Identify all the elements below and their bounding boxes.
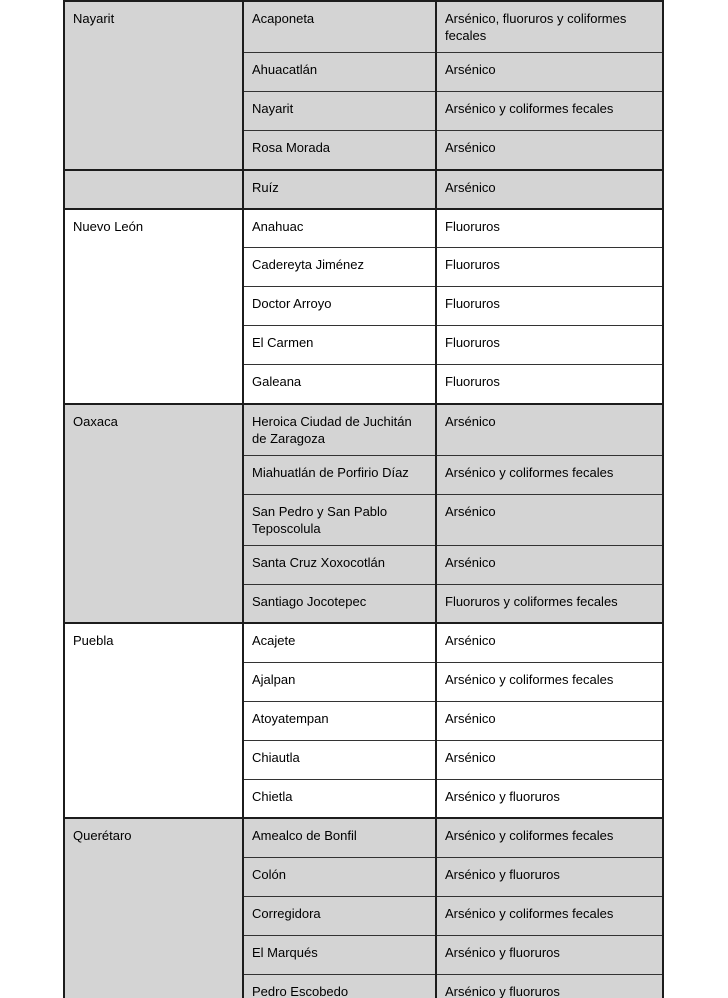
municipality-cell: El Carmen — [243, 326, 436, 365]
state-cell: Oaxaca — [64, 404, 243, 624]
contaminants-cell: Arsénico y fluoruros — [436, 935, 663, 974]
municipality-cell: Corregidora — [243, 896, 436, 935]
municipality-cell: Miahuatlán de Porfirio Díaz — [243, 455, 436, 494]
state-municipality-contaminants-table — [63, 0, 664, 998]
contaminants-cell: Arsénico — [436, 701, 663, 740]
contaminants-cell: Arsénico y coliformes fecales — [436, 455, 663, 494]
municipality-cell: Ajalpan — [243, 662, 436, 701]
municipality-cell: Pedro Escobedo — [243, 974, 436, 998]
contaminants-cell: Arsénico y coliformes fecales — [436, 896, 663, 935]
table-row — [64, 404, 663, 456]
state-cell — [64, 170, 243, 209]
contaminants-cell: Arsénico y fluoruros — [436, 974, 663, 998]
municipality-cell: Nayarit — [243, 92, 436, 131]
contaminants-cell: Arsénico — [436, 740, 663, 779]
municipality-cell: Acaponeta — [243, 1, 436, 53]
municipality-cell: Atoyatempan — [243, 701, 436, 740]
contaminants-cell: Arsénico y coliformes fecales — [436, 662, 663, 701]
table-body — [64, 1, 663, 998]
table-row — [64, 1, 663, 53]
municipality-cell: Rosa Morada — [243, 131, 436, 170]
state-cell: Nayarit — [64, 1, 243, 170]
contaminants-cell: Fluoruros — [436, 326, 663, 365]
contaminants-cell: Arsénico — [436, 170, 663, 209]
table-row — [64, 623, 663, 662]
contaminants-cell: Arsénico y fluoruros — [436, 779, 663, 818]
municipality-cell: Santa Cruz Xoxocotlán — [243, 545, 436, 584]
contaminants-cell: Fluoruros — [436, 248, 663, 287]
municipality-cell: Chiautla — [243, 740, 436, 779]
municipality-cell: El Marqués — [243, 935, 436, 974]
state-cell: Nuevo León — [64, 209, 243, 404]
contaminants-cell: Fluoruros y coliformes fecales — [436, 584, 663, 623]
contaminants-cell: Arsénico — [436, 623, 663, 662]
state-cell: Puebla — [64, 623, 243, 818]
table-row — [64, 818, 663, 857]
contaminants-cell: Arsénico — [436, 131, 663, 170]
table-row — [64, 170, 663, 209]
municipality-cell: Galeana — [243, 365, 436, 404]
municipality-cell: Doctor Arroyo — [243, 287, 436, 326]
municipality-cell: Colón — [243, 857, 436, 896]
municipality-cell: Cadereyta Jiménez — [243, 248, 436, 287]
municipality-cell: Amealco de Bonfil — [243, 818, 436, 857]
contaminants-cell: Arsénico — [436, 545, 663, 584]
contaminants-cell: Arsénico y coliformes fecales — [436, 818, 663, 857]
municipality-cell: Heroica Ciudad de Juchitán de Zaragoza — [243, 404, 436, 456]
contaminants-cell: Fluoruros — [436, 365, 663, 404]
contaminants-cell: Arsénico — [436, 494, 663, 545]
state-cell: Querétaro — [64, 818, 243, 998]
municipality-cell: Chietla — [243, 779, 436, 818]
municipality-cell: Ruíz — [243, 170, 436, 209]
contaminants-cell: Arsénico — [436, 53, 663, 92]
contaminants-cell: Arsénico y coliformes fecales — [436, 92, 663, 131]
contaminants-cell: Fluoruros — [436, 209, 663, 248]
contaminants-cell: Fluoruros — [436, 287, 663, 326]
municipality-cell: San Pedro y San Pablo Teposcolula — [243, 494, 436, 545]
table-row — [64, 209, 663, 248]
contaminants-cell: Arsénico, fluoruros y coliformes fecales — [436, 1, 663, 53]
municipality-cell: Ahuacatlán — [243, 53, 436, 92]
municipality-cell: Anahuac — [243, 209, 436, 248]
contaminants-cell: Arsénico — [436, 404, 663, 456]
municipality-cell: Acajete — [243, 623, 436, 662]
contaminants-cell: Arsénico y fluoruros — [436, 857, 663, 896]
municipality-cell: Santiago Jocotepec — [243, 584, 436, 623]
